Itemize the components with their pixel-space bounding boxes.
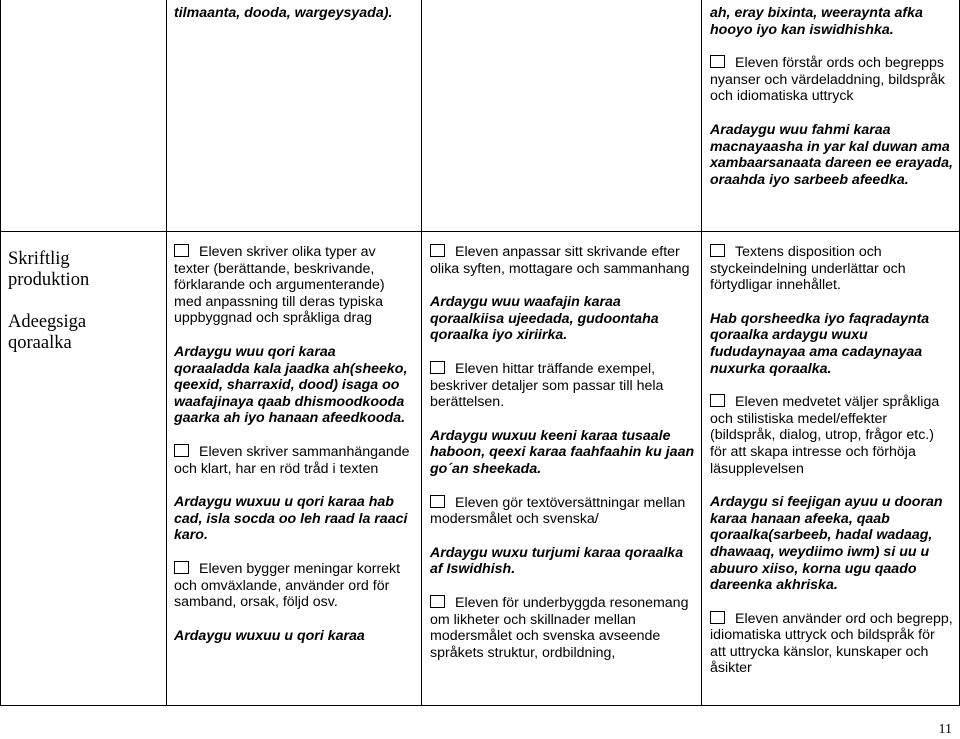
checkbox-icon[interactable] [430, 244, 445, 257]
page-number: 11 [938, 722, 952, 737]
checkbox-icon[interactable] [430, 495, 445, 508]
row-divider [0, 231, 960, 232]
criterion-so: Ardaygu wuxu turjumi karaa qoraalka af Iswidhish. [430, 544, 684, 578]
criterion-so: Aradaygu wuu fahmi karaa macnayaasha in yar kal duwan ama xambaarsanaata dareen ee erayada, oraahda iyo sarbeeb afeedka. [710, 121, 953, 188]
checkbox-icon[interactable] [174, 244, 189, 257]
column-divider-3 [701, 0, 702, 706]
criterion-so: Ardaygu wuxuu u qori karaa [174, 627, 365, 644]
top-col4-cell [710, 5, 954, 188]
col3-cell [430, 244, 696, 661]
criterion-sv: Eleven anpassar sitt skrivande efter olika syften, mottagare och sammanhang [430, 244, 690, 277]
criterion-sv: Eleven bygger meningar korrekt och omväxlande, använder ord för samband, orsak, följd osv. [174, 560, 401, 611]
checkbox-icon[interactable] [174, 561, 189, 574]
row-heading-cell [8, 249, 158, 354]
top-col2-cell [174, 5, 414, 22]
col2-cell [174, 244, 414, 644]
column-divider-2 [421, 0, 422, 706]
checkbox-icon[interactable] [430, 595, 445, 608]
heading-swedish: Skriftlig produktion [8, 249, 90, 290]
checkbox-icon[interactable] [710, 611, 725, 624]
checkbox-icon[interactable] [174, 444, 189, 457]
continued-text: tilmaanta, dooda, wargeysyada). [174, 5, 393, 21]
criterion-sv: Eleven gör textöversättningar mellan modersmålet och svenska/ [430, 494, 686, 528]
criterion-sv: Eleven medvetet väljer språkliga och stilistiska medel/effekter (bildspråk, dialog, utrop, frågor etc.) för att skapa intresse och förhöja läsupplevelsen [710, 394, 940, 477]
column-divider-1 [166, 0, 167, 706]
checkbox-icon[interactable] [710, 394, 725, 407]
criterion-so: Ardaygu wuxuu keeni karaa tusaale haboon, qeexi karaa faahfaahin ku jaan go´an sheekada. [430, 427, 695, 477]
criterion-so: Ardaygu wuu qori karaa qoraaladda kala jaadka ah(sheeko, qeexid, sharraxid, dood) isaga oo waafajinaya qaab dhismoodkooda gaarka ah iyo hanaan afeedkooda. [174, 343, 408, 427]
checkbox-icon[interactable] [710, 55, 725, 68]
criterion-sv: Eleven hittar träffande exempel, beskriver detaljer som passar till hela berättelsen. [430, 360, 664, 411]
heading-somali: Adeegsiga qoraalka [8, 312, 87, 353]
criterion-sv: Eleven använder ord och begrepp, idiomatiska uttryck och bildspråk för att uttrycka känslor, kunskaper och åsikter [710, 610, 953, 677]
criterion-sv: Eleven skriver sammanhängande och klart, har en röd tråd i texten [174, 443, 410, 477]
col4-cell [710, 244, 954, 677]
criterion-sv: Eleven skriver olika typer av texter (berättande, beskrivande, förklarande och argumenterande) med anpassning till deras typiska uppbyggnad och språkliga drag [174, 244, 385, 327]
table-border-bottom [0, 705, 960, 706]
criterion-so: Ardaygu wuu waafajin karaa qoraalkiisa ujeedada, gudoontaha qoraalka iyo xiriirka. [430, 294, 659, 344]
criterion-sv: Eleven förstår ords och begrepps nyanser och värdeladdning, bildspråk och idiomatiska uttryck [710, 55, 946, 105]
checkbox-icon[interactable] [710, 244, 725, 257]
table-border-left [0, 0, 1, 706]
criterion-so: Ardaygu si feejigan ayuu u dooran karaa hanaan afeeka, qaab qoraalka(sarbeeb, hadal wadaag, dhawaaq, weydiimo iwm) si uu u abuuro xiiso, korna ugu qaado dareenka akhriska. [710, 494, 943, 594]
criterion-so: Ardaygu wuxuu u qori karaa hab cad, isla socda oo leh raad la raaci karo. [174, 494, 408, 544]
continued-text: ah, eray bixinta, weeraynta afka hooyo iyo kan iswidhishka. [710, 5, 923, 38]
criterion-so: Hab qorsheedka iyo faqradaynta qoraalka ardaygu wuxu fududaynayaa ama cadaynayaa nuxurka qoraalka. [710, 310, 930, 377]
criterion-sv: Textens disposition och styckeindelning underlättar och förtydligar innehållet. [710, 244, 906, 294]
checkbox-icon[interactable] [430, 361, 445, 374]
criterion-sv: Eleven för underbyggda resonemang om likheter och skillnader mellan modersmålet och svenska avseende språkets struktur, ordbildning, [430, 594, 689, 661]
